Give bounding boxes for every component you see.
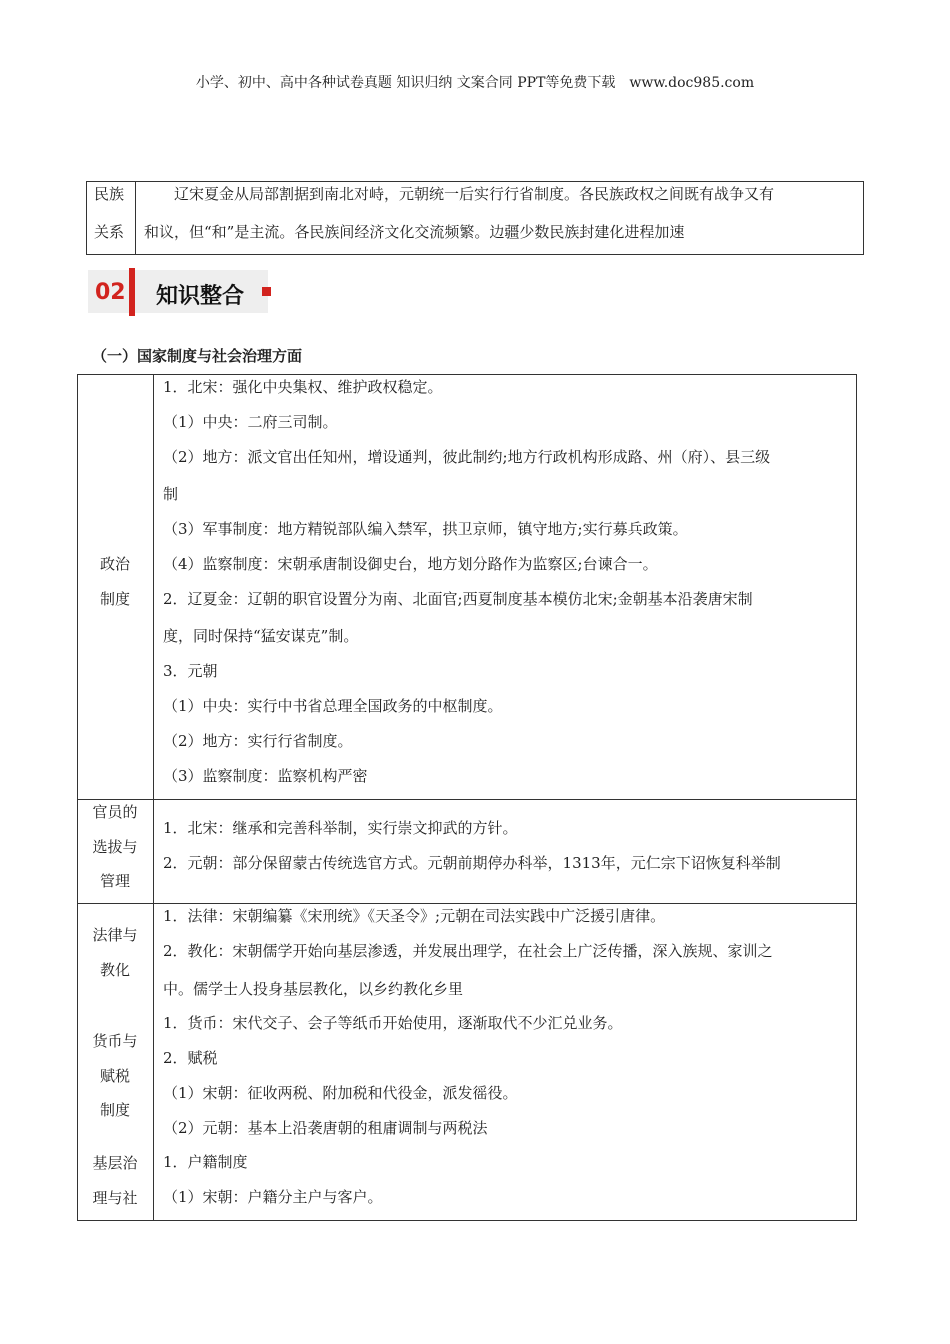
content-line: 1．货币：宋代交子、会子等纸币开始使用，逐渐取代不少汇兑业务。 xyxy=(163,1014,623,1032)
content-line: （3）监察制度：监察机构严密 xyxy=(163,767,368,785)
row-label: 理与社 xyxy=(92,1189,138,1207)
subheading: （一）国家制度与社会治理方面 xyxy=(92,347,303,365)
content-line: 1．户籍制度 xyxy=(163,1153,248,1171)
row-label: 选拔与 xyxy=(92,838,138,856)
section-number: 02 xyxy=(95,280,126,305)
section-accent-bar xyxy=(129,268,135,316)
row-label: 制度 xyxy=(99,590,130,608)
content-line: （2）元朝：基本上沿袭唐朝的租庸调制与两税法 xyxy=(163,1119,488,1137)
row-label: 赋税 xyxy=(99,1067,130,1085)
section-title: 知识整合 xyxy=(156,284,245,309)
row-label: 教化 xyxy=(99,961,130,979)
row-content: 辽宋夏金从局部割据到南北对峙，元朝统一后实行行省制度。各民族政权之间既有战争又有 xyxy=(144,185,775,203)
content-line: （4）监察制度：宋朝承唐制设御史台，地方划分路作为监察区;台谏合一。 xyxy=(163,555,658,573)
content-line: （1）宋朝：征收两税、附加税和代役金，派发徭役。 xyxy=(163,1084,518,1102)
content-line: 2．元朝：部分保留蒙古传统选官方式。元朝前期停办科举，1313年，元仁宗下诏恢复科举制 xyxy=(163,854,781,872)
table-row-divider xyxy=(78,903,856,904)
content-line: （1）宋朝：户籍分主户与客户。 xyxy=(163,1188,383,1206)
content-line: 3．元朝 xyxy=(163,662,218,680)
row-label: 基层治 xyxy=(92,1154,138,1172)
page-header: 小学、初中、高中各种试卷真题 知识归纳 文案合同 PPT等免费下载 www.doc985.com xyxy=(195,75,755,91)
content-line: （1）中央：二府三司制。 xyxy=(163,413,338,431)
row-label: 官员的 xyxy=(92,803,138,821)
row-label: 民族 xyxy=(94,185,125,203)
table-divider xyxy=(135,182,136,254)
section-square-icon xyxy=(262,287,271,296)
content-line: 制 xyxy=(163,485,179,503)
table-divider xyxy=(153,375,154,1220)
content-line: 2．赋税 xyxy=(163,1049,218,1067)
row-label: 制度 xyxy=(99,1101,130,1119)
row-label: 货币与 xyxy=(92,1032,138,1050)
content-line: （2）地方：派文官出任知州，增设通判，彼此制约;地方行政机构形成路、州（府）、县三级 xyxy=(163,448,771,466)
row-label: 政治 xyxy=(99,555,130,573)
content-line: （3）军事制度：地方精锐部队编入禁军，拱卫京师，镇守地方;实行募兵政策。 xyxy=(163,520,688,538)
row-content: 和议，但“和”是主流。各民族间经济文化交流频繁。边疆少数民族封建化进程加速 xyxy=(144,223,685,241)
content-line: 度，同时保持“猛安谋克”制。 xyxy=(163,627,359,645)
row-label: 关系 xyxy=(94,223,125,241)
row-label: 管理 xyxy=(99,872,130,890)
content-line: 1．北宋：强化中央集权、维护政权稳定。 xyxy=(163,378,443,396)
row-label: 法律与 xyxy=(92,926,138,944)
content-line: （1）中央：实行中书省总理全国政务的中枢制度。 xyxy=(163,697,503,715)
content-line: （2）地方：实行行省制度。 xyxy=(163,732,353,750)
content-line: 1．北宋：继承和完善科举制，实行崇文抑武的方针。 xyxy=(163,819,518,837)
table-row-divider xyxy=(78,799,856,800)
content-line: 2．辽夏金：辽朝的职官设置分为南、北面官;西夏制度基本模仿北宋;金朝基本沿袭唐宋制 xyxy=(163,590,753,608)
content-line: 1．法律：宋朝编纂《宋刑统》《天圣令》;元朝在司法实践中广泛援引唐律。 xyxy=(163,907,666,925)
content-line: 中。儒学士人投身基层教化，以乡约教化乡里 xyxy=(163,980,464,998)
content-line: 2．教化：宋朝儒学开始向基层渗透，并发展出理学，在社会上广泛传播，深入族规、家训之 xyxy=(163,942,773,960)
